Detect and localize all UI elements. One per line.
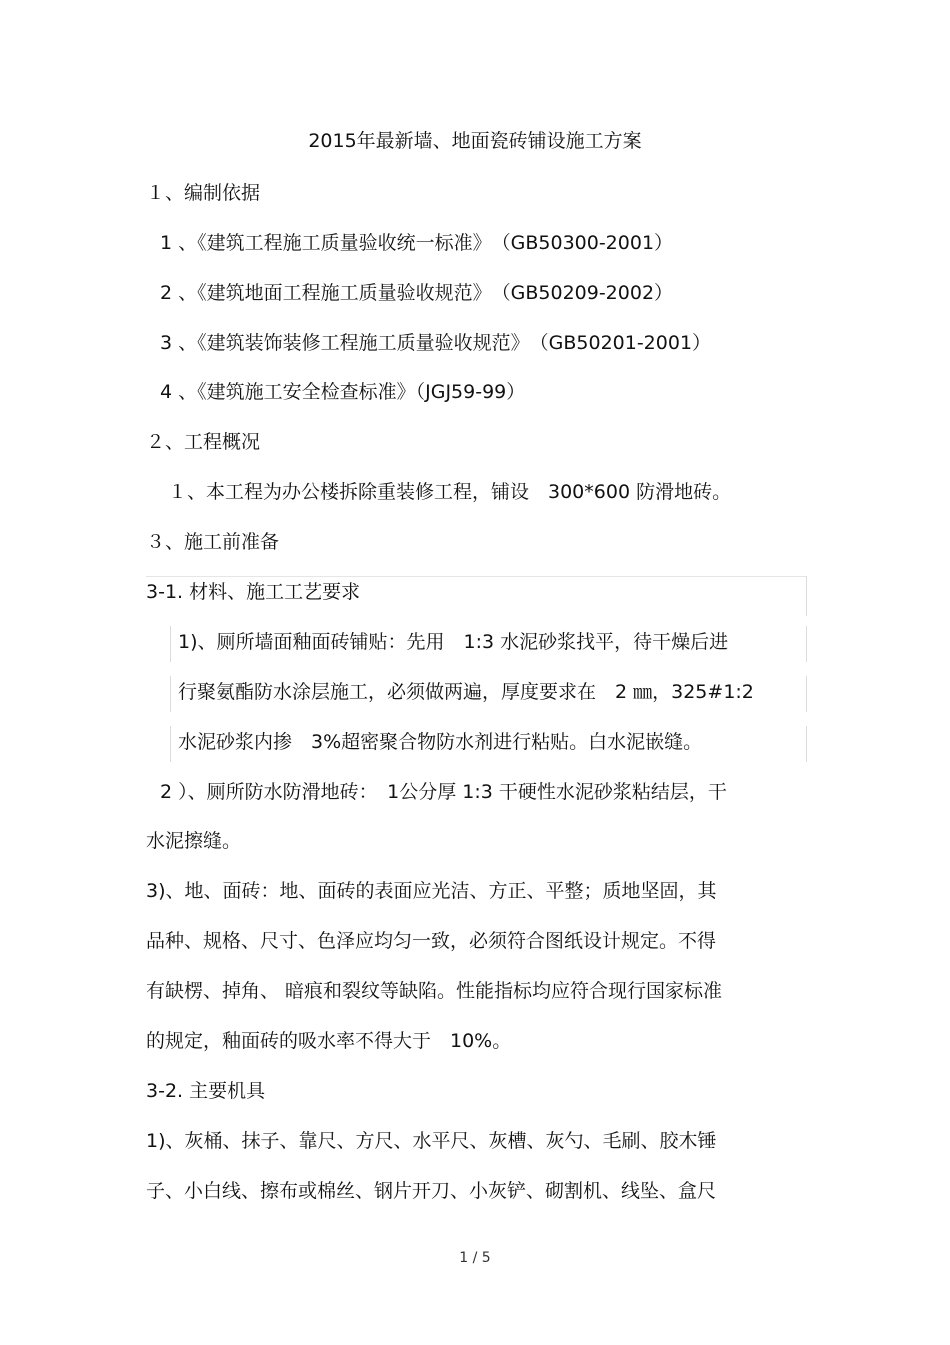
materials-item-3-line-1: 3)、地、面砖：地、面砖的表面应光洁、方正、平整；质地坚固，其 (146, 880, 717, 902)
table-border-right-1 (806, 576, 807, 616)
subsection-heading-tools: 3-2. 主要机具 (146, 1080, 266, 1102)
reference-item-4: 4 、《建筑施工安全检查标准》（JGJ59-99） (160, 381, 526, 403)
table-border-left-2 (170, 626, 171, 662)
table-border-left-3 (170, 676, 171, 712)
tools-item-1-line-2: 子、小白线、擦布或棉丝、钢片开刀、小灰铲、砌割机、线坠、盒尺 (146, 1180, 717, 1202)
materials-item-2-line-2: 水泥擦缝。 (146, 830, 242, 852)
table-border-right-2 (806, 626, 807, 662)
section-heading-preparation: ３、施工前准备 (146, 531, 280, 553)
materials-item-2-line-1: 2 ）、厕所防水防滑地砖： 1公分厚 1:3 干硬性水泥砂浆粘结层，干 (160, 781, 727, 803)
page-title: 2015年最新墙、地面瓷砖铺设施工方案 (308, 130, 642, 152)
reference-item-2: 2 、《建筑地面工程施工质量验收规范》 （GB50209-2002） (160, 282, 674, 304)
page-number: 1 / 5 (459, 1250, 491, 1266)
materials-item-1-line-3: 水泥砂浆内掺 3%超密聚合物防水剂进行粘贴。白水泥嵌缝。 (178, 731, 703, 753)
materials-item-3-line-3: 有缺楞、掉角、 暗痕和裂纹等缺陷。性能指标均应符合现行国家标准 (146, 980, 723, 1002)
reference-item-1: 1 、《建筑工程施工质量验收统一标准》 （GB50300-2001） (160, 232, 674, 254)
tools-item-1-line-1: 1)、灰桶、抹子、靠尺、方尺、水平尺、灰槽、灰勺、毛刷、胶木锤 (146, 1130, 717, 1152)
table-border-right-3 (806, 676, 807, 712)
table-border-left-4 (170, 726, 171, 762)
materials-item-3-line-2: 品种、规格、尺寸、色泽应均匀一致，必须符合图纸设计规定。不得 (146, 930, 717, 952)
materials-item-1-line-2: 行聚氨酯防水涂层施工，必须做两遍，厚度要求在 2 ㎜，325#1:2 (178, 681, 754, 703)
overview-text: １、本工程为办公楼拆除重装修工程，铺设 300*600 防滑地砖。 (168, 481, 732, 503)
subsection-heading-materials: 3-1. 材料、施工工艺要求 (146, 581, 361, 603)
table-border-top (146, 576, 806, 577)
reference-item-3: 3 、《建筑装饰装修工程施工质量验收规范》 （GB50201-2001） (160, 332, 712, 354)
table-border-right-4 (806, 726, 807, 762)
section-heading-basis: １、编制依据 (146, 182, 261, 204)
materials-item-3-line-4: 的规定，釉面砖的吸水率不得大于 10%。 (146, 1030, 512, 1052)
materials-item-1-line-1: 1)、厕所墙面釉面砖铺贴：先用 1:3 水泥砂浆找平，待干燥后进 (178, 631, 729, 653)
section-heading-overview: ２、工程概况 (146, 431, 261, 453)
